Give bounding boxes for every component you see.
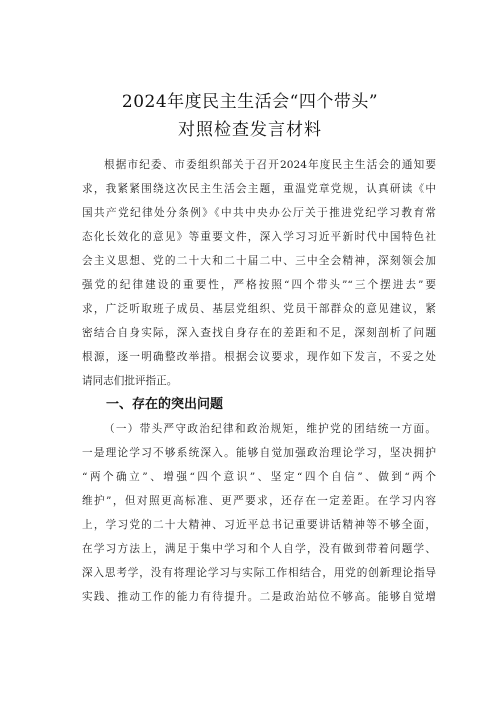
intro-line: 根源，逐一明确整改举措。根据会议要求，现作如下发言，不妥之处 bbox=[82, 351, 436, 363]
document-title-line-2: 对照检查发言材料 bbox=[178, 120, 322, 140]
section-line: 在学习方法上，满足于集中学习和个人自学，没有做到带着问题学、 bbox=[82, 543, 436, 555]
intro-line: 国共产党纪律处分条例》《中共中央办公厅关于推进党纪学习教育常 bbox=[82, 207, 436, 219]
document-title-line-1: 2024年度民主生活会“四个带头” bbox=[121, 92, 379, 112]
intro-line: 求，广泛听取班子成员、基层党组织、党员干部群众的意见建议，紧 bbox=[82, 303, 436, 315]
section-line: 深入思考学，没有将理论学习与实际工作相结合，用党的创新理论指导 bbox=[82, 567, 436, 579]
section-line: 维护”，但对照更高标准、更严要求，还存在一定差距。在学习内容 bbox=[82, 495, 436, 507]
intro-line: 会主义思想、党的二十大和二十届二中、三中全会精神，深刻领会加 bbox=[82, 255, 436, 267]
intro-line: 求，我紧紧围绕这次民主生活会主题，重温党章党规，认真研读《中 bbox=[82, 183, 436, 195]
intro-line: 强党的纪律建设的重要性，严格按照“四个带头”“三个摆进去”要 bbox=[82, 279, 436, 291]
intro-line: 请同志们批评指正。 bbox=[82, 375, 178, 387]
intro-line: 根据市纪委、市委组织部关于召开2024年度民主生活会的通知要 bbox=[104, 159, 436, 171]
section-line: 上，学习党的二十大精神、习近平总书记重要讲话精神等不够全面， bbox=[82, 519, 436, 531]
intro-line: 态化长效化的意见》等重要文件，深入学习习近平新时代中国特色社 bbox=[82, 231, 436, 243]
section-line: （一）带头严守政治纪律和政治规矩，维护党的团结统一方面。 bbox=[104, 423, 436, 435]
section-line: “两个确立”、增强“四个意识”、坚定“四个自信”、做到“两个 bbox=[82, 471, 436, 483]
section-line: 实践、推动工作的能力有待提升。二是政治站位不够高。能够自觉增 bbox=[82, 591, 436, 603]
section-heading: 一、存在的突出问题 bbox=[106, 397, 224, 412]
section-line: 一是理论学习不够系统深入。能够自觉加强政治理论学习，坚决拥护 bbox=[82, 447, 436, 459]
intro-line: 密结合自身实际，深入查找自身存在的差距和不足，深刻剖析了问题 bbox=[82, 327, 436, 339]
